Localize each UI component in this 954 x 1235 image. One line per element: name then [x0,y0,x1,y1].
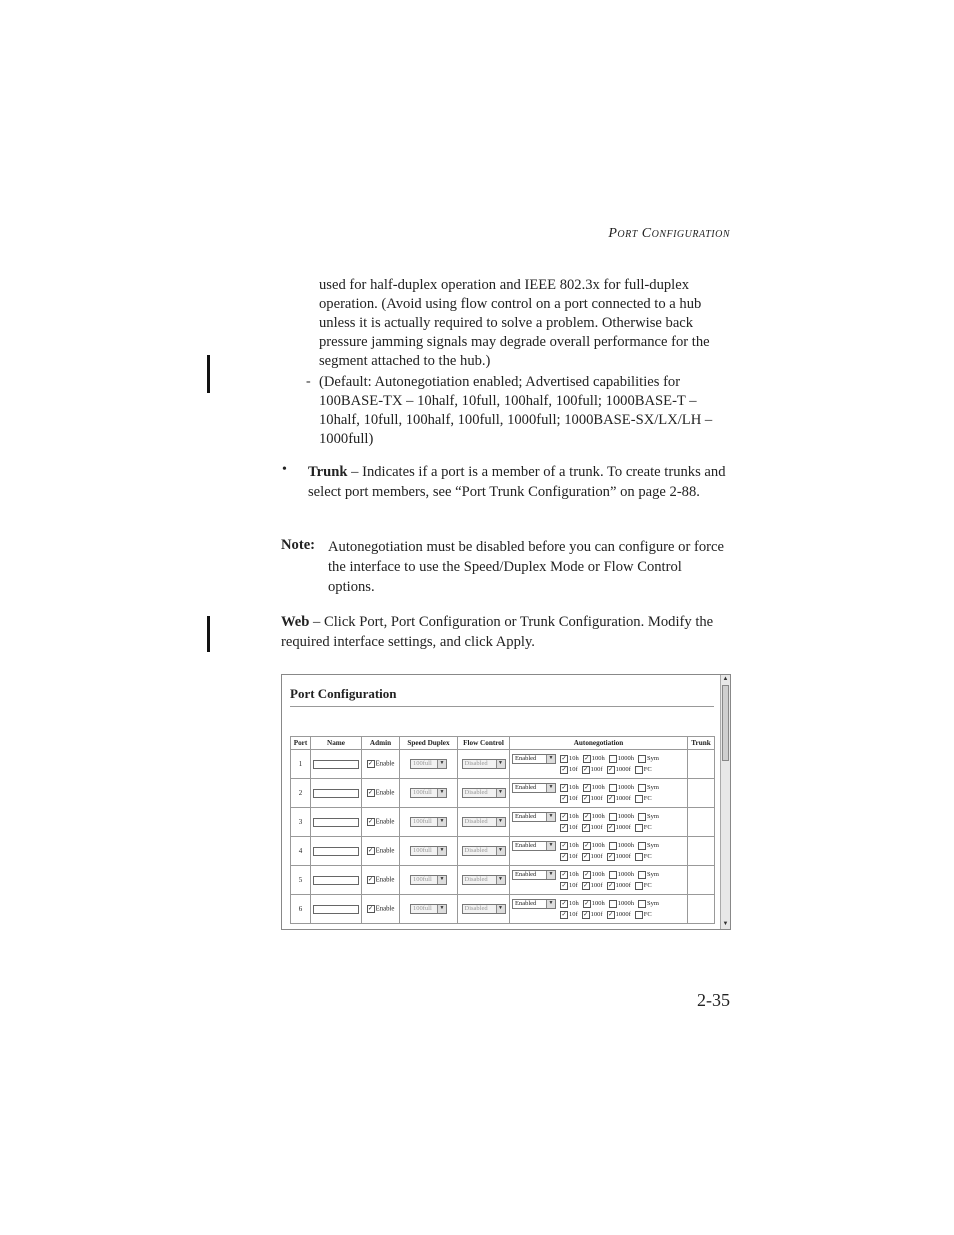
cap-label: 100f [590,824,603,831]
admin-enable-label: Enable [375,760,395,768]
cap-label: 100h [591,871,605,878]
autonegotiation-select[interactable] [512,812,556,822]
port-name-input[interactable] [313,760,359,769]
checkbox[interactable] [609,784,617,792]
cap-label: Sym [647,755,659,762]
cap-label: FC [643,853,652,860]
checkbox[interactable]: ✓ [583,853,589,860]
checkbox[interactable]: ✓ [584,784,590,791]
flow-control-select[interactable] [462,875,506,885]
cap-label: FC [643,911,652,918]
capabilities-row-2 [560,880,663,891]
checkbox[interactable]: ✓ [583,824,589,831]
running-header: Port Configuration [608,226,730,241]
chevron-down-icon: ▼ [496,818,505,826]
web-term: Web [281,614,310,630]
flow-control-value: Disabled [464,847,488,854]
speed-duplex-value: 100full [413,847,432,854]
cap-label: 100f [590,911,603,918]
capabilities-row-1 [560,782,663,793]
capabilities-row-2 [560,909,663,920]
flow-control-value: Disabled [464,760,488,767]
port-name-input[interactable] [313,905,359,914]
cap-label: 1000f [615,824,631,831]
cap-label: 10h [569,842,579,849]
cap-label: 10f [569,824,578,831]
admin-enable-checkbox[interactable]: ✓ [368,906,374,912]
cap-label: 10f [569,882,578,889]
checkbox[interactable] [609,755,617,763]
autonegotiation-value: Enabled [515,900,537,907]
capabilities-row-2 [560,793,663,804]
col-autonegotiation: Autonegotiation [510,737,688,750]
paragraph-trunk [308,462,732,502]
flow-control-select[interactable] [462,817,506,827]
cap-label: 1000f [615,911,631,918]
flow-control-select[interactable] [462,904,506,914]
checkbox[interactable]: ✓ [608,795,614,802]
chevron-down-icon: ▼ [437,760,446,768]
dash-marker: - [306,374,311,389]
checkbox[interactable] [609,842,617,850]
flow-control-value: Disabled [464,876,488,883]
cap-label: 10f [569,795,578,802]
checkbox[interactable]: ✓ [561,795,567,802]
col-speed-duplex: Speed Duplex [400,737,458,750]
chevron-down-icon: ▼ [437,876,446,884]
checkbox[interactable] [609,871,617,879]
paragraph-default: (Default: Autonegotiation enabled; Advertised capabilities for 100BASE-TX – 10half, 10full, 100half, 100full; 1000BASE-T – 10half, 10full, 100half, 100full, 1000full; 1000BASE-SX/LX/LH – 1000full) [319,374,713,447]
admin-enable-checkbox[interactable]: ✓ [368,819,374,825]
checkbox[interactable]: ✓ [608,853,614,860]
note-text: Autonegotiation must be disabled before you can configure or force the interface to use the Speed/Duplex Mode or Flow Control options. [328,539,724,595]
trunk-cell [688,779,715,808]
cap-label: 100h [591,755,605,762]
cap-label: 10h [569,755,579,762]
paragraph-flow-control: used for half-duplex operation and IEEE 802.3x for full-duplex operation. (Avoid using flow control on a port connected to a hub unless it is actually required to solve a problem. Otherwise back pressure jamming signals may degrade overall performance for the segment attached to the hub.) [319,277,710,369]
scroll-thumb[interactable] [722,685,729,761]
chevron-down-icon: ▼ [437,847,446,855]
capabilities-row-1 [560,898,663,909]
chevron-down-icon: ▼ [496,905,505,913]
checkbox[interactable]: ✓ [608,824,614,831]
col-port: Port [291,737,311,750]
cap-label: 100h [591,900,605,907]
port-number: 5 [291,866,311,895]
chevron-down-icon: ▼ [546,900,555,908]
chevron-down-icon: ▼ [437,905,446,913]
admin-enable-checkbox[interactable]: ✓ [368,877,374,883]
chevron-down-icon: ▼ [437,818,446,826]
checkbox[interactable] [635,766,643,774]
admin-enable-label: Enable [375,818,395,826]
cap-label: Sym [647,784,659,791]
admin-enable-label: Enable [375,789,395,797]
capabilities-row-1 [560,840,663,851]
checkbox[interactable]: ✓ [584,900,590,907]
admin-enable-checkbox[interactable]: ✓ [368,790,374,796]
admin-enable-label: Enable [375,905,395,913]
cap-label: FC [643,824,652,831]
capabilities-row-2 [560,764,663,775]
cap-label: 1000h [617,813,634,820]
checkbox[interactable] [609,900,617,908]
speed-duplex-select[interactable] [410,875,447,885]
chevron-down-icon: ▼ [546,871,555,879]
cap-label: FC [643,882,652,889]
checkbox[interactable] [638,813,646,821]
col-trunk: Trunk [688,737,715,750]
checkbox[interactable]: ✓ [584,755,590,762]
cap-label: 1000h [617,755,634,762]
capabilities-row-1 [560,753,663,764]
scroll-up-arrow-icon[interactable]: ▲ [722,676,729,682]
trunk-cell [688,895,715,924]
cap-label: 1000h [617,871,634,878]
speed-duplex-value: 100full [413,818,432,825]
admin-enable-label: Enable [375,847,395,855]
cap-label: 10f [569,766,578,773]
checkbox[interactable] [635,911,643,919]
flow-control-value: Disabled [464,818,488,825]
chevron-down-icon: ▼ [546,813,555,821]
cap-label: FC [643,795,652,802]
checkbox[interactable]: ✓ [584,871,590,878]
port-number: 2 [291,779,311,808]
checkbox[interactable]: ✓ [561,911,567,918]
autonegotiation-select[interactable] [512,754,556,764]
port-number: 1 [291,750,311,779]
vertical-scrollbar[interactable] [720,675,730,929]
cap-label: 10h [569,784,579,791]
checkbox[interactable]: ✓ [561,813,567,820]
port-number: 6 [291,895,311,924]
col-flow-control: Flow Control [458,737,510,750]
checkbox[interactable] [635,853,643,861]
cap-label: FC [643,766,652,773]
web-text: – Click Port, Port Configuration or Trunk Configuration. Modify the required interface settings, and click Apply. [281,614,714,650]
port-number: 4 [291,837,311,866]
cap-label: 1000h [617,842,634,849]
change-bar [207,616,210,652]
title-divider [290,706,714,707]
speed-duplex-select[interactable] [410,817,447,827]
paragraph-web [281,612,733,652]
speed-duplex-select[interactable] [410,904,447,914]
chevron-down-icon: ▼ [496,760,505,768]
checkbox[interactable] [638,871,646,879]
checkbox[interactable]: ✓ [561,784,567,791]
checkbox[interactable]: ✓ [584,813,590,820]
speed-duplex-select[interactable] [410,759,447,769]
trunk-term: Trunk [308,464,348,480]
chevron-down-icon: ▼ [546,755,555,763]
bullet-marker: • [282,462,287,477]
cap-label: 1000f [615,853,631,860]
capabilities-row-1 [560,869,663,880]
checkbox[interactable]: ✓ [583,795,589,802]
checkbox[interactable]: ✓ [561,824,567,831]
checkbox[interactable] [635,795,643,803]
port-name-input[interactable] [313,789,359,798]
speed-duplex-value: 100full [413,760,432,767]
autonegotiation-value: Enabled [515,784,537,791]
autonegotiation-value: Enabled [515,842,537,849]
trunk-cell [688,750,715,779]
speed-duplex-value: 100full [413,789,432,796]
trunk-cell [688,808,715,837]
checkbox[interactable]: ✓ [561,853,567,860]
cap-label: Sym [647,813,659,820]
admin-enable-checkbox[interactable]: ✓ [368,848,374,854]
checkbox[interactable] [638,784,646,792]
checkbox[interactable]: ✓ [608,882,614,889]
checkbox[interactable] [638,842,646,850]
col-admin: Admin [362,737,400,750]
cap-label: 10f [569,911,578,918]
cap-label: 100f [590,766,603,773]
capabilities-row-2 [560,851,663,862]
table-row [291,866,715,895]
trunk-cell [688,866,715,895]
chevron-down-icon: ▼ [496,789,505,797]
cap-label: 10f [569,853,578,860]
cap-label: 10h [569,813,579,820]
chevron-down-icon: ▼ [496,876,505,884]
scroll-down-arrow-icon[interactable]: ▼ [722,921,729,927]
checkbox[interactable]: ✓ [583,882,589,889]
port-name-input[interactable] [313,876,359,885]
flow-control-select[interactable] [462,759,506,769]
autonegotiation-select[interactable] [512,841,556,851]
autonegotiation-value: Enabled [515,871,537,878]
cap-label: 100f [590,853,603,860]
checkbox[interactable]: ✓ [561,900,567,907]
cap-label: 1000h [617,900,634,907]
checkbox[interactable] [638,755,646,763]
trunk-cell [688,837,715,866]
flow-control-select[interactable] [462,846,506,856]
checkbox[interactable]: ✓ [608,911,614,918]
speed-duplex-value: 100full [413,905,432,912]
autonegotiation-value: Enabled [515,755,537,762]
cap-label: Sym [647,871,659,878]
note-label: Note: [281,537,316,553]
chevron-down-icon: ▼ [546,842,555,850]
capabilities-row-1 [560,811,663,822]
chevron-down-icon: ▼ [437,789,446,797]
cap-label: 100h [591,813,605,820]
flow-control-value: Disabled [464,789,488,796]
chevron-down-icon: ▼ [546,784,555,792]
table-row [291,750,715,779]
speed-duplex-value: 100full [413,876,432,883]
change-bar [207,355,210,393]
table-row [291,808,715,837]
speed-duplex-select[interactable] [410,846,447,856]
flow-control-value: Disabled [464,905,488,912]
checkbox[interactable] [638,900,646,908]
table-row [291,895,715,924]
cap-label: Sym [647,842,659,849]
checkbox[interactable]: ✓ [561,766,567,773]
trunk-text: – Indicates if a port is a member of a trunk. To create trunks and select port members, see “Port Trunk Configuration” on page 2-88. [308,464,726,500]
checkbox[interactable] [635,824,643,832]
autonegotiation-value: Enabled [515,813,537,820]
cap-label: 10h [569,871,579,878]
checkbox[interactable]: ✓ [561,842,567,849]
speed-duplex-select[interactable] [410,788,447,798]
cap-label: 100f [590,882,603,889]
port-name-input[interactable] [313,847,359,856]
admin-enable-label: Enable [375,876,395,884]
cap-label: 1000h [617,784,634,791]
checkbox[interactable]: ✓ [608,766,614,773]
cap-label: 100h [591,784,605,791]
flow-control-select[interactable] [462,788,506,798]
cap-label: 10h [569,900,579,907]
port-name-input[interactable] [313,818,359,827]
page-number: 2-35 [697,990,730,1010]
cap-label: 100h [591,842,605,849]
checkbox[interactable] [635,882,643,890]
checkbox[interactable]: ✓ [583,911,589,918]
col-name: Name [311,737,362,750]
cap-label: 1000f [615,795,631,802]
cap-label: 100f [590,795,603,802]
cap-label: 1000f [615,882,631,889]
autonegotiation-select[interactable] [512,899,556,909]
screenshot-title: Port Configuration [290,686,397,701]
checkbox[interactable]: ✓ [561,871,567,878]
checkbox[interactable]: ✓ [561,755,567,762]
port-configuration-screenshot [281,674,731,930]
table-row [291,779,715,808]
chevron-down-icon: ▼ [496,847,505,855]
table-row [291,837,715,866]
port-number: 3 [291,808,311,837]
table-header-row [291,737,715,750]
capabilities-row-2 [560,822,663,833]
admin-enable-checkbox[interactable]: ✓ [368,761,374,767]
autonegotiation-select[interactable] [512,870,556,880]
checkbox[interactable]: ✓ [583,766,589,773]
checkbox[interactable]: ✓ [561,882,567,889]
checkbox[interactable]: ✓ [584,842,590,849]
port-config-table [290,736,715,924]
checkbox[interactable] [609,813,617,821]
autonegotiation-select[interactable] [512,783,556,793]
cap-label: Sym [647,900,659,907]
cap-label: 1000f [615,766,631,773]
